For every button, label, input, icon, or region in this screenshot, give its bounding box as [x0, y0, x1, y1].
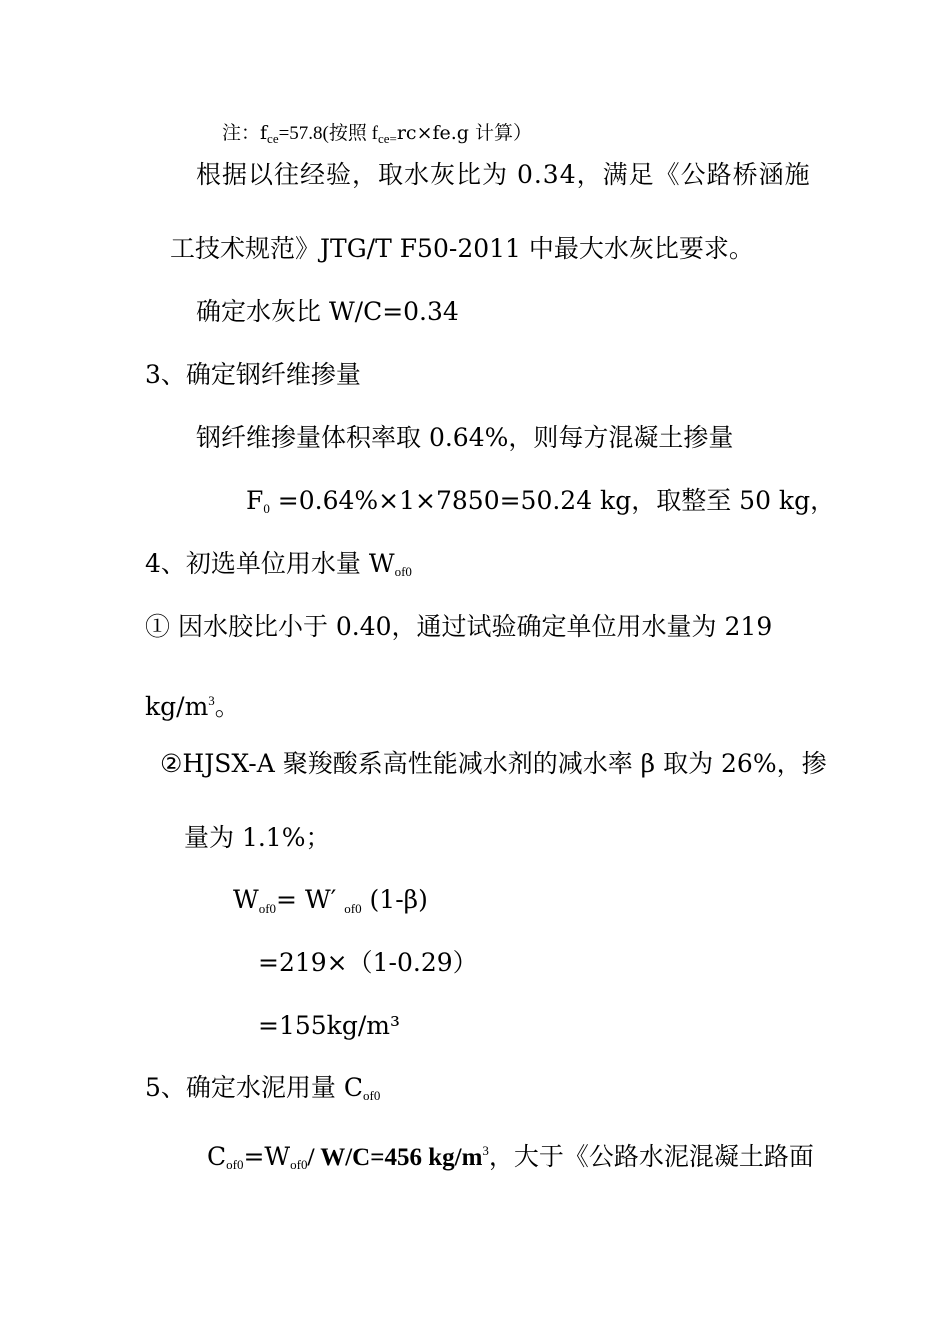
- equation-step2: =219×（1-0.29）: [258, 948, 478, 977]
- section-heading-4: [145, 549, 412, 587]
- note-sub-ce: ce: [267, 131, 279, 146]
- wc-determined-line: 确定水灰比 W/C=0.34: [196, 297, 459, 326]
- wof0-factor: (1-β): [361, 885, 428, 914]
- cof0-subscript: of0: [226, 1157, 244, 1172]
- f0-subscript: 0: [263, 501, 270, 516]
- note-prefix: 注：f: [222, 122, 268, 144]
- unit-superscript: 3: [208, 693, 215, 708]
- paragraph-reducer-line2: 量为 1.1%；: [184, 823, 331, 852]
- equation-f0: [246, 486, 835, 524]
- cement-formula: / W/C=456 kg/m: [307, 1144, 483, 1171]
- note-mid: =57.8(按照 f: [278, 123, 378, 144]
- heading-5-text: 5、确定水泥用量 C: [145, 1073, 363, 1102]
- w-subscript: of0: [290, 1157, 308, 1172]
- paragraph-cement: [207, 1136, 814, 1180]
- paragraph-water-line1: ① 因水胶比小于 0.40，通过试验确定单位用水量为 219: [145, 612, 773, 641]
- note-sub-ce-eq: ce=: [377, 131, 397, 146]
- paragraph-wc-line2: 工技术规范》JTG/T F50-2011 中最大水灰比要求。: [170, 234, 754, 263]
- note-line: [222, 118, 532, 154]
- cement-unit-superscript: 3: [482, 1143, 489, 1158]
- section-heading-5: [145, 1073, 380, 1111]
- paragraph-fiber: 钢纤维掺量体积率取 0.64%，则每方混凝土掺量: [196, 423, 734, 452]
- f0-symbol: F: [246, 486, 264, 515]
- section-heading-3: 3、确定钢纤维掺量: [145, 360, 361, 389]
- paragraph-reducer-line1: ②HJSX-A 聚羧酸系高性能减水剂的减水率 β 取为 26%，掺: [160, 749, 827, 778]
- heading-4-text: 4、初选单位用水量 W: [145, 549, 395, 578]
- wof0-equals: = W′: [276, 885, 345, 914]
- cement-continuation: ，大于《公路水泥混凝土路面: [488, 1142, 814, 1171]
- paragraph-wc-line1: 根据以往经验，取水灰比为 0.34，满足《公路桥涵施: [196, 160, 811, 189]
- heading-5-subscript: of0: [362, 1088, 381, 1103]
- heading-4-subscript: of0: [394, 564, 412, 579]
- equation-wof0: [233, 885, 428, 924]
- f0-expression: =0.64%×1×7850=50.24 kg，取整至 50 kg，: [269, 486, 836, 515]
- period: 。: [214, 692, 240, 721]
- equation-result: =155kg/m³: [258, 1011, 400, 1040]
- wof0-subscript: of0: [258, 901, 277, 916]
- wof0-symbol: W: [233, 885, 259, 914]
- cof0-symbol: C: [207, 1142, 227, 1171]
- cof0-equals-w: =W: [243, 1142, 291, 1171]
- note-suffix: rc×fe.g 计算）: [396, 122, 533, 144]
- paragraph-water-line2: [145, 686, 240, 722]
- unit-kg-m: kg/m: [145, 692, 209, 721]
- wof0-prime-subscript: of0: [344, 901, 362, 916]
